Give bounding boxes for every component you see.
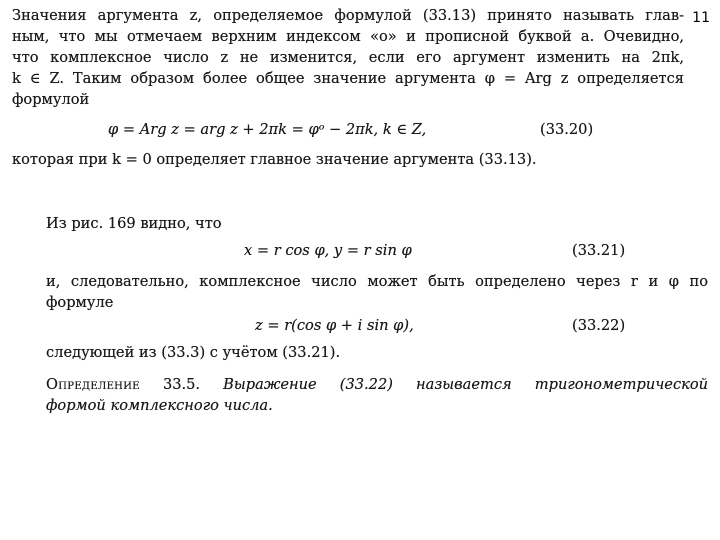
block1-line3: что комплексное число z не изменится, если его аргумент изменить на 2πk, [12, 49, 684, 66]
definition-number: 33.5. [162, 376, 201, 393]
definition-heading: Определение [46, 376, 140, 393]
block1-line2: ным, что мы отмечаем верхним индексом «о» и прописной буквой а. Очевидно, [12, 28, 684, 45]
definition-line1 [46, 375, 708, 395]
block1-line5: формулой [12, 91, 90, 108]
block2-line2a: и, следовательно, комплексное число может быть определено через r и φ по [46, 273, 708, 290]
equation-33-21: x = r cos φ, y = r sin φ [244, 242, 412, 259]
page-number: 11 [692, 10, 710, 26]
block2-line2b: формуле [46, 294, 114, 311]
equation-33-22: z = r(cos φ + i sin φ), [255, 317, 414, 334]
equation-number-33-21: (33.21) [572, 242, 626, 259]
block1-line1: Значения аргумента z, определяемое формулой (33.13) принято называть глав- [12, 7, 684, 24]
equation-number-33-22: (33.22) [572, 317, 626, 334]
definition-text-1: Выражение (33.22) называется тригонометрической [223, 376, 709, 393]
definition-text-2: формой комплексного числа. [46, 397, 273, 414]
equation-number-33-20: (33.20) [540, 121, 594, 138]
block1-after-equation: которая при k = 0 определяет главное значение аргумента (33.13). [12, 151, 537, 168]
equation-33-20: φ = Arg z = arg z + 2πk = φᵒ − 2πk, k ∈ Z, [108, 121, 427, 138]
block2-after-equation: следующей из (33.3) с учётом (33.21). [46, 344, 341, 361]
block1-line4: k ∈ Z. Таким образом более общее значение аргумента φ = Arg z определяется [12, 70, 684, 87]
block2-intro: Из рис. 169 видно, что [46, 215, 222, 232]
